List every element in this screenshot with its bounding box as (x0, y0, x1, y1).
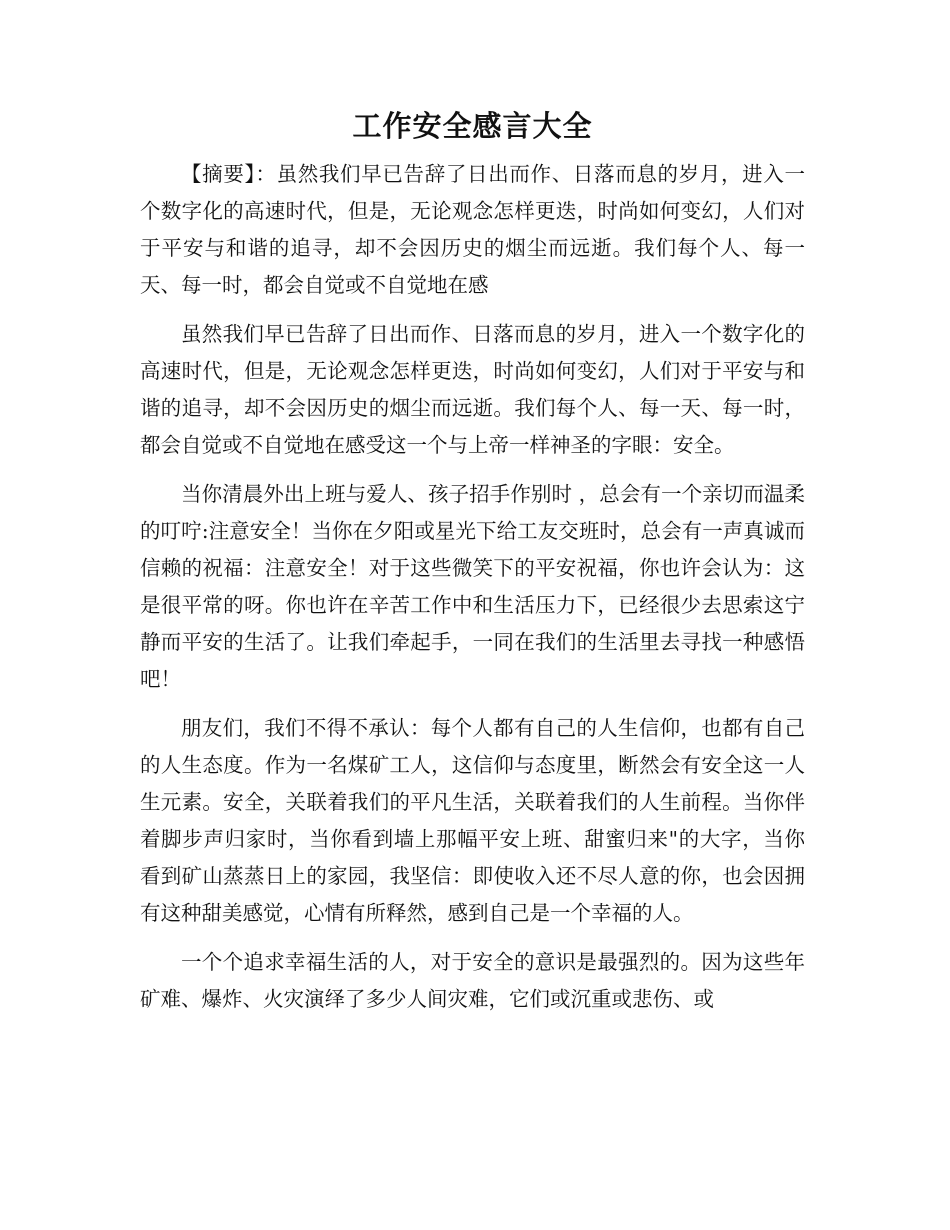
abstract-label: 【摘要】 (181, 161, 256, 186)
document-title: 工作安全感言大全 (352, 109, 593, 143)
abstract-text: ：虽然我们早已告辞了日出而作、日落而息的岁月，进入一个数字化的高速时代，但是，无论观念怎样更迭，时尚如何变幻，人们对于平安与和谐的追寻，却不会因历史的烟尘而远逝。我们每个人、每一天、每一时，都会自觉或不自觉地在感 (140, 161, 805, 297)
body-paragraph-1: 虽然我们早已告辞了日出而作、日落而息的岁月，进入一个数字化的高速时代，但是，无论观念怎样更迭，时尚如何变幻，人们对于平安与和谐的追寻，却不会因历史的烟尘而远逝。我们每个人、每一天、每一时，都会自觉或不自觉地在感受这一个与上帝一样神圣的字眼：安全。 (140, 321, 805, 457)
abstract-paragraph (140, 156, 805, 304)
body-paragraph-4: 一个个追求幸福生活的人，对于安全的意识是最强烈的。因为这些年矿难、爆炸、火灾演绎了多少人间灾难，它们或沉重或悲伤、或 (140, 949, 805, 1011)
body-paragraph-3: 朋友们，我们不得不承认：每个人都有自己的人生信仰，也都有自己的人生态度。作为一名煤矿工人，这信仰与态度里，断然会有安全这一人生元素。安全，关联着我们的平凡生活，关联着我们的人生前程。当你伴着脚步声归家时，当你看到墙上那幅平安上班、甜蜜归来"的大字，当你看到矿山蒸蒸日上的家园，我坚信：即使收入还不尽人意的你，也会因拥有这种甜美感觉，心情有所释然，感到自己是一个幸福的人。 (140, 715, 805, 925)
body-paragraph-2: 当你清晨外出上班与爱人、孩子招手作别时 ，总会有一个亲切而温柔的叮咛:注意安全！当你在夕阳或星光下给工友交班时，总会有一声真诚而信赖的祝福：注意安全！对于这些微笑下的平安祝福，你也许会认为：这是很平常的呀。你也许在辛苦工作中和生活压力下，已经很少去思索这宁静而平安的生活了。让我们牵起手，一同在我们的生活里去寻找一种感悟吧！ (140, 481, 805, 691)
document-page (140, 108, 805, 1030)
